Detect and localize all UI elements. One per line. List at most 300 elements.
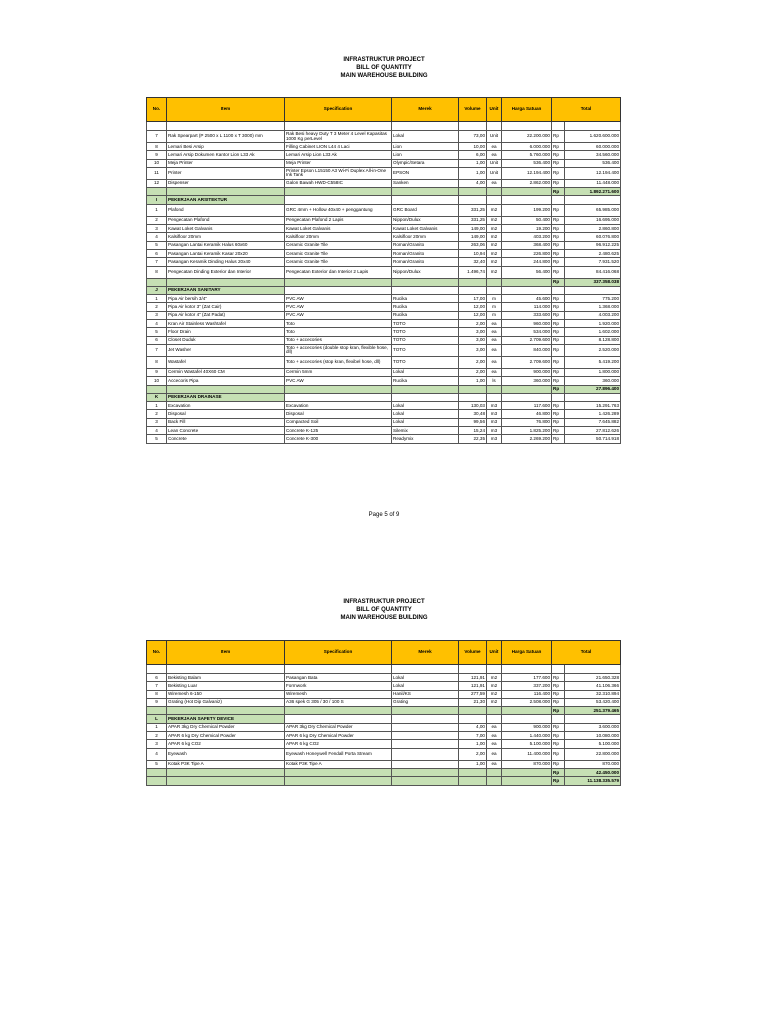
row-merek: Lion [392,151,459,159]
subtotal-value: 27.896.400 [565,385,621,393]
section-name: PEKERJAAN SANITARY [167,286,285,294]
row-unit: m2 [487,241,502,249]
boq-table-page1 [146,97,621,444]
table-row [147,377,621,385]
row-merek: Silemix [392,427,459,435]
row-no: 4 [147,233,167,241]
row-rp: Rp [552,216,565,224]
row-volume: 12,00 [459,311,487,319]
spacer-cell [565,122,621,131]
row-unit: ea [487,151,502,159]
row-unit: m2 [487,216,502,224]
row-total: 3.600.000 [565,723,621,731]
row-rp: Rp [552,131,565,143]
row-unit: ea [487,356,502,368]
row-spec: APAR 3kg Dry Chemical Powder [285,723,392,731]
row-spec: Eyewash Honeywell Fendall Porta Stream [285,748,392,760]
spacer-cell [502,665,552,674]
table-row [147,336,621,344]
row-harga: 5.760.000 [502,151,552,159]
spacer-cell [167,665,285,674]
subtotal-value: 1.892.271.600 [565,188,621,196]
subtotal-blank [392,768,459,776]
table-row [147,131,621,143]
col-total-header: Total [552,98,621,122]
subtotal-blank [459,278,487,286]
row-no: 2 [147,410,167,418]
row-volume: 2,00 [459,356,487,368]
table-row [147,698,621,706]
row-rp: Rp [552,682,565,690]
row-volume: 149,00 [459,233,487,241]
table-row [147,690,621,698]
subtotal-blank [147,278,167,286]
subtotal-blank [459,188,487,196]
row-spec: Toto + accecories [285,336,392,344]
row-rp: Rp [552,311,565,319]
row-rp: Rp [552,295,565,303]
row-total: 2.480.625 [565,249,621,257]
row-merek: Sanken [392,179,459,187]
spacer-cell [147,665,167,674]
page2-title-line1: INFRASTRUKTUR PROJECT [343,599,425,605]
row-harga: 2.508.000 [502,698,552,706]
row-harga: 76.800 [502,418,552,426]
row-volume: 1,00 [459,740,487,748]
row-merek: TOTO [392,320,459,328]
row-unit: ls [487,377,502,385]
subtotal-blank [392,278,459,286]
row-item: Excavation [167,402,285,410]
row-rp: Rp [552,368,565,376]
row-unit: ea [487,740,502,748]
col-unit-header: Unit [487,641,502,665]
row-harga: 116.400 [502,690,552,698]
row-merek [392,732,459,740]
row-rp: Rp [552,151,565,159]
row-spec: GRC 4mm + Hollow 40x40 + penggantung [285,204,392,216]
row-spec: Ceramic Granite Tile [285,249,392,257]
row-no: 4 [147,748,167,760]
section-blank [285,715,392,723]
section-blank [487,196,502,204]
row-unit: ea [487,723,502,731]
section-blank [285,393,392,401]
row-total: 27.812.626 [565,427,621,435]
row-unit: ea [487,344,502,356]
table-row [147,356,621,368]
row-volume: 15,24 [459,427,487,435]
row-rp: Rp [552,377,565,385]
page2-title-line2: BILL OF QUANTITY [356,607,412,613]
subtotal-blank [392,188,459,196]
row-item: Grating (Hot Dip Galvaniz) [167,698,285,706]
row-total: 15.291.763 [565,402,621,410]
row-total: 7.645.882 [565,418,621,426]
row-harga: 2.709.600 [502,356,552,368]
row-harga: 45.600 [502,295,552,303]
spacer-cell [392,122,459,131]
row-unit: m2 [487,682,502,690]
row-rp: Rp [552,427,565,435]
row-spec: Pasangan Bata [285,674,392,682]
spacer-cell [459,665,487,674]
row-item: Kalsifloor 20mm [167,233,285,241]
row-no: 10 [147,159,167,167]
section-blank [487,393,502,401]
row-item: Lean Concrete [167,427,285,435]
row-merek: Rucika [392,311,459,319]
table-row [147,740,621,748]
row-no: 1 [147,295,167,303]
section-header-row [147,196,621,204]
row-merek [392,748,459,760]
row-volume: 121,91 [459,682,487,690]
row-volume: 12,00 [459,303,487,311]
row-volume: 130,03 [459,402,487,410]
row-total: 870.000 [565,760,621,768]
subtotal-blank [502,278,552,286]
row-no: 5 [147,760,167,768]
row-total: 60.076.800 [565,233,621,241]
row-rp: Rp [552,760,565,768]
row-volume: 2,00 [459,748,487,760]
row-rp: Rp [552,328,565,336]
boq-table-page2 [146,640,621,786]
row-volume: 32,40 [459,258,487,266]
subtotal-blank [459,707,487,715]
row-spec: Kotak P3K Tipe A [285,760,392,768]
row-unit: Unit [487,159,502,167]
row-rp: Rp [552,233,565,241]
section-blank [565,286,621,294]
table-row [147,344,621,356]
col-merek-header: Merek [392,98,459,122]
subtotal-blank [487,385,502,393]
section-blank [487,286,502,294]
col-total-header: Total [552,641,621,665]
row-item: Dispenser [167,179,285,187]
section-blank [392,286,459,294]
spacer-cell [285,665,392,674]
spacer-cell [552,665,565,674]
row-harga: 840.000 [502,344,552,356]
row-total: 53.420.400 [565,698,621,706]
row-no: 5 [147,435,167,443]
row-total: 34.560.000 [565,151,621,159]
row-no: 3 [147,225,167,233]
row-harga: 1.440.000 [502,732,552,740]
col-no-header: No. [147,98,167,122]
row-merek [392,760,459,768]
row-unit: ea [487,143,502,151]
subtotal-rp: Rp [552,385,565,393]
row-no: 7 [147,258,167,266]
row-no: 10 [147,377,167,385]
subtotal-blank [285,768,392,776]
row-spec: Concrete K-300 [285,435,392,443]
row-volume: 21,30 [459,698,487,706]
row-item: Floor Drain [167,328,285,336]
row-item: Kawat Loket Galvanis [167,225,285,233]
row-rp: Rp [552,690,565,698]
row-harga: 22.200.000 [502,131,552,143]
row-harga: 117.600 [502,402,552,410]
row-harga: 368.400 [502,241,552,249]
section-blank [565,393,621,401]
spacer-cell [285,122,392,131]
row-no: 2 [147,732,167,740]
row-spec: Pengecatan Exterior dan Interior 2 Lapis [285,266,392,278]
row-spec: PVC AW [285,377,392,385]
subtotal-blank [285,188,392,196]
row-no: 11 [147,167,167,179]
section-name: PEKERJAAN ARSITEKTUR [167,196,285,204]
table-row [147,732,621,740]
section-blank [392,196,459,204]
row-total: 8.128.800 [565,336,621,344]
row-rp: Rp [552,167,565,179]
row-rp: Rp [552,674,565,682]
row-unit: m2 [487,204,502,216]
row-harga: 870.000 [502,760,552,768]
section-blank [392,393,459,401]
subtotal-blank [502,707,552,715]
row-item: Cermin Wastafel 40X60 CM [167,368,285,376]
page-footer: Page 5 of 9 [368,512,400,518]
table-row [147,151,621,159]
row-total: 1.602.000 [565,328,621,336]
page1-title [0,56,768,80]
row-merek: Roman/Granito [392,258,459,266]
row-unit: m [487,303,502,311]
row-harga: 244.800 [502,258,552,266]
row-no: 7 [147,131,167,143]
row-volume: 30,48 [459,410,487,418]
subtotal-blank [392,385,459,393]
row-item: Back Fill [167,418,285,426]
row-unit: m3 [487,435,502,443]
row-merek: Olympic/Setara [392,159,459,167]
table-row [147,328,621,336]
row-harga: 226.800 [502,249,552,257]
section-code: K [147,393,167,401]
row-no: 7 [147,344,167,356]
row-rp: Rp [552,418,565,426]
section-code: I [147,196,167,204]
row-merek: Lokal [392,368,459,376]
row-merek: Roman/Granito [392,249,459,257]
row-harga: 1.825.200 [502,427,552,435]
row-total: 775.200 [565,295,621,303]
table-row [147,295,621,303]
row-volume: 73,00 [459,131,487,143]
row-no: 1 [147,402,167,410]
section-blank [459,196,487,204]
row-merek: TOTO [392,328,459,336]
row-spec: Printer Epson L15150 A3 Wi-Fi Duplex All-in-One Ink Tank [285,167,392,179]
section-blank [552,286,565,294]
subtotal-value: 251.379.465 [565,707,621,715]
row-rp: Rp [552,225,565,233]
row-merek: TOTO [392,356,459,368]
row-spec: Wiremesh [285,690,392,698]
row-harga: 12.194.400 [502,167,552,179]
subtotal-blank [167,385,285,393]
subtotal-rp: Rp [552,188,565,196]
row-harga: 333.600 [502,311,552,319]
row-spec: Ceramic Granite Tile [285,241,392,249]
subtotal-rp: Rp [552,768,565,776]
row-rp: Rp [552,179,565,187]
spacer-cell [552,122,565,131]
section-header-row [147,286,621,294]
row-total: 16.695.000 [565,216,621,224]
grand-total-blank [392,777,459,785]
table-row [147,249,621,257]
section-blank [502,196,552,204]
table-row [147,159,621,167]
row-item: Lemari Arsip Dokumen Kantor Lion L33 Ak [167,151,285,159]
row-total: 60.000.000 [565,143,621,151]
row-item: Printer [167,167,285,179]
row-no: 8 [147,143,167,151]
row-harga: 177.600 [502,674,552,682]
row-merek: Hanil/KS [392,690,459,698]
table-row [147,723,621,731]
row-volume: 3,00 [459,328,487,336]
row-no: 1 [147,723,167,731]
row-volume: 3,00 [459,344,487,356]
row-no: 8 [147,690,167,698]
row-rp: Rp [552,732,565,740]
row-unit: ea [487,732,502,740]
row-item: Bekisting Balam [167,674,285,682]
table-row [147,179,621,187]
table-row [147,167,621,179]
subtotal-row [147,768,621,776]
row-total: 10.080.000 [565,732,621,740]
section-blank [459,286,487,294]
row-merek: Lion [392,143,459,151]
row-spec: Excavation [285,402,392,410]
row-total: 22.800.000 [565,748,621,760]
row-unit: m3 [487,418,502,426]
section-blank [285,196,392,204]
row-item: Wastafel [167,356,285,368]
subtotal-blank [487,768,502,776]
row-no: 3 [147,740,167,748]
row-spec: Meja Printer [285,159,392,167]
row-merek [392,740,459,748]
row-item: Eyewash [167,748,285,760]
row-rp: Rp [552,249,565,257]
row-harga: 2.269.200 [502,435,552,443]
row-unit: m [487,311,502,319]
row-no: 6 [147,674,167,682]
col-item-header: Item [167,98,285,122]
subtotal-blank [487,278,502,286]
section-blank [392,715,459,723]
subtotal-blank [167,188,285,196]
grand-total-blank [147,777,167,785]
row-rp: Rp [552,356,565,368]
row-volume: 331,25 [459,204,487,216]
row-harga: 114.000 [502,303,552,311]
row-volume: 17,00 [459,295,487,303]
grand-total-blank [285,777,392,785]
row-unit: ea [487,368,502,376]
row-merek: Rucika [392,303,459,311]
subtotal-blank [459,768,487,776]
row-no: 9 [147,151,167,159]
subtotal-rp: Rp [552,278,565,286]
row-item: Bekisting Luar [167,682,285,690]
grand-total-blank [502,777,552,785]
row-spec: Lemari Arsip Lion L33 Ak [285,151,392,159]
row-unit: ea [487,328,502,336]
row-spec: Concrete K-125 [285,427,392,435]
row-item: Wiremesh 6-150 [167,690,285,698]
row-volume: 4,00 [459,723,487,731]
row-merek: TOTO [392,336,459,344]
row-rp: Rp [552,410,565,418]
row-volume: 4,00 [459,179,487,187]
row-total: 1.368.000 [565,303,621,311]
row-harga: 11.400.000 [502,748,552,760]
row-merek: Readymix [392,435,459,443]
row-total: 4.003.200 [565,311,621,319]
row-spec: Toto [285,328,392,336]
table-row [147,410,621,418]
page2-title-line3: MAIN WAREHOUSE BUILDING [340,615,428,621]
row-unit: ea [487,179,502,187]
page1-title-line1: INFRASTRUKTUR PROJECT [343,57,425,63]
row-unit: ea [487,336,502,344]
row-merek: Nippon/Dulux [392,216,459,224]
grand-total-rp: Rp [552,777,565,785]
row-rp: Rp [552,159,565,167]
row-spec: Galon Bawah HWD-C558IC [285,179,392,187]
row-total: 65.985.000 [565,204,621,216]
subtotal-blank [502,385,552,393]
row-item: Accecoris Pipa [167,377,285,385]
row-spec: Toto [285,320,392,328]
row-unit: m2 [487,690,502,698]
row-item: Pasangan Lantai Keramik Kasar 20x20 [167,249,285,257]
row-unit: ea [487,760,502,768]
row-harga: 960.000 [502,320,552,328]
grand-total-row [147,777,621,785]
table-row [147,427,621,435]
row-spec: Formwork [285,682,392,690]
row-total: 1.800.000 [565,368,621,376]
row-unit: m2 [487,266,502,278]
row-rp: Rp [552,698,565,706]
subtotal-blank [147,768,167,776]
spacer-cell [565,665,621,674]
row-item: Kotak P3K Tipe A [167,760,285,768]
subtotal-rp: Rp [552,707,565,715]
row-harga: 19.200 [502,225,552,233]
grand-total-blank [487,777,502,785]
row-total: 7.931.520 [565,258,621,266]
row-volume: 6,00 [459,151,487,159]
row-spec: PVC AW [285,303,392,311]
row-merek: Kawat Loket Galvanis [392,225,459,233]
row-rp: Rp [552,241,565,249]
row-no: 6 [147,249,167,257]
